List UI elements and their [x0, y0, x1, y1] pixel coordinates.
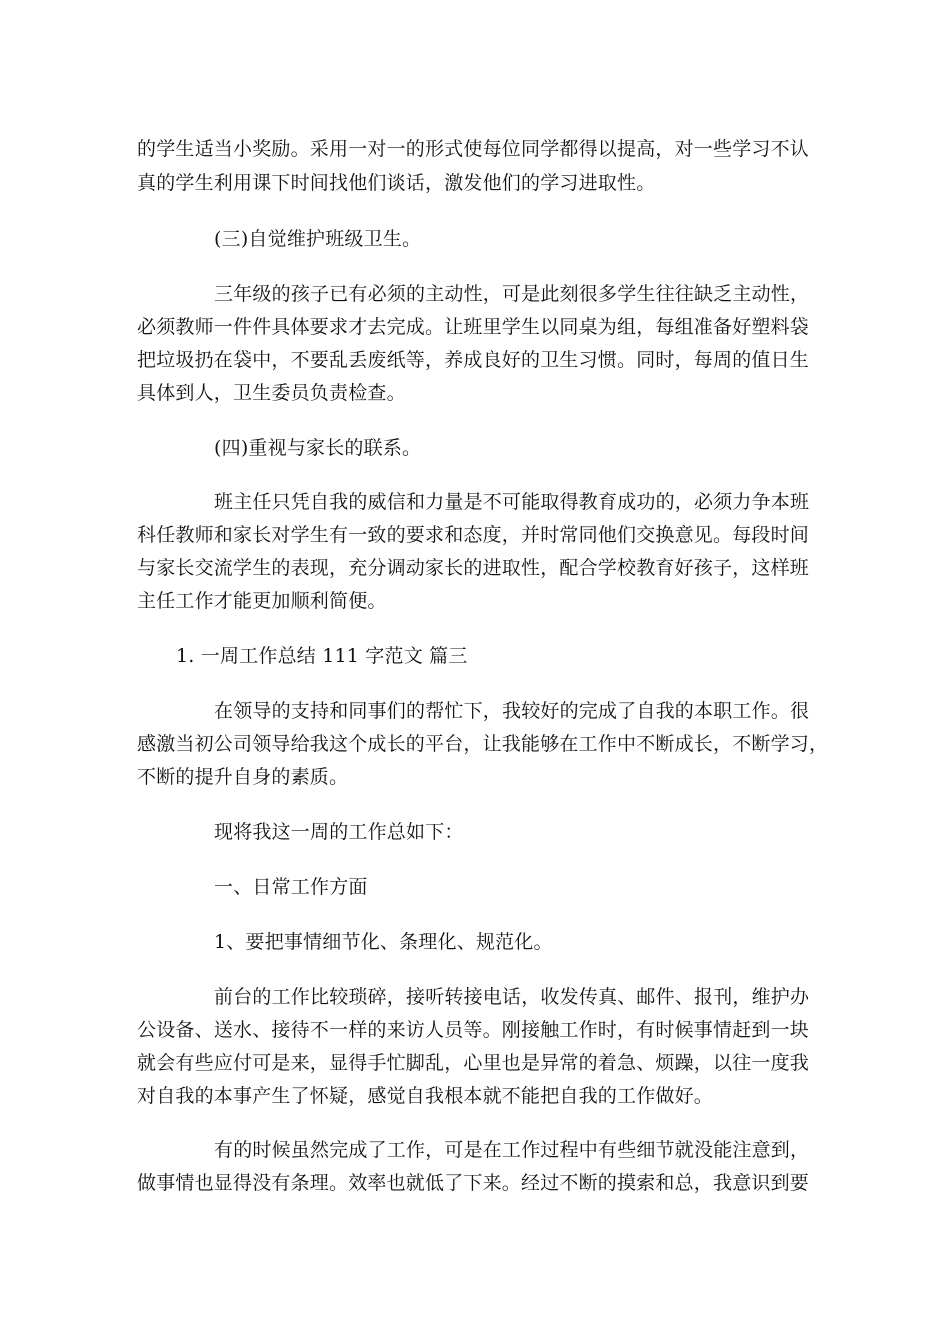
- paragraph-line: 必须教师一件件具体要求才去完成。让班里学生以同桌为组，每组准备好塑料袋: [137, 316, 810, 338]
- paragraph-line: 班主任只凭自我的威信和力量是不可能取得教育成功的，必须力争本班: [214, 491, 810, 513]
- section-heading: 一、日常工作方面: [214, 876, 368, 898]
- paragraph-line: 不断的提升自身的素质。: [137, 766, 349, 788]
- section-heading: (三)自觉维护班级卫生。: [214, 228, 422, 250]
- paragraph-line: 就会有些应付可是来，显得手忙脚乱，心里也是异常的着急、烦躁，以往一度我: [137, 1052, 810, 1074]
- paragraph-line: 具体到人，卫生委员负责检查。: [137, 382, 406, 404]
- paragraph-line: 的学生适当小奖励。采用一对一的形式使每位同学都得以提高，对一些学习不认: [137, 138, 810, 160]
- section-heading: (四)重视与家长的联系。: [214, 437, 422, 459]
- paragraph-line: 主任工作才能更加顺利简便。: [137, 590, 387, 612]
- paragraph-line: 公设备、送水、接待不一样的来访人员等。刚接触工作时，有时候事情赶到一块: [137, 1019, 810, 1041]
- paragraph-line: 有的时候虽然完成了工作，可是在工作过程中有些细节就没能注意到，: [214, 1139, 810, 1161]
- article-heading: 1. 一周工作总结 111 字范文 篇三: [176, 645, 468, 667]
- paragraph-line: 在领导的支持和同事们的帮忙下，我较好的完成了自我的本职工作。很: [214, 700, 810, 722]
- paragraph-line: 与家长交流学生的表现，充分调动家长的进取性，配合学校教育好孩子，这样班: [137, 557, 810, 579]
- section-heading: 1、要把事情细节化、条理化、规范化。: [214, 931, 553, 953]
- paragraph-line: 对自我的本事产生了怀疑，感觉自我根本就不能把自我的工作做好。: [137, 1085, 714, 1107]
- paragraph-line: 科任教师和家长对学生有一致的要求和态度，并时常同他们交换意见。每段时间: [137, 524, 810, 546]
- paragraph-line: 前台的工作比较琐碎，接听转接电话，收发传真、邮件、报刊，维护办: [214, 986, 810, 1008]
- paragraph-line: 现将我这一周的工作总如下：: [214, 821, 464, 843]
- paragraph-line: 真的学生利用课下时间找他们谈话，激发他们的学习进取性。: [137, 172, 656, 194]
- paragraph-line: 把垃圾扔在袋中，不要乱丢废纸等，养成良好的卫生习惯。同时，每周的值日生: [137, 349, 810, 371]
- paragraph-line: 做事情也显得没有条理。效率也就低了下来。经过不断的摸索和总，我意识到要: [137, 1172, 810, 1194]
- paragraph-line: 感激当初公司领导给我这个成长的平台，让我能够在工作中不断成长，不断学习，: [137, 733, 829, 755]
- paragraph-line: 三年级的孩子已有必须的主动性，可是此刻很多学生往往缺乏主动性，: [214, 283, 810, 305]
